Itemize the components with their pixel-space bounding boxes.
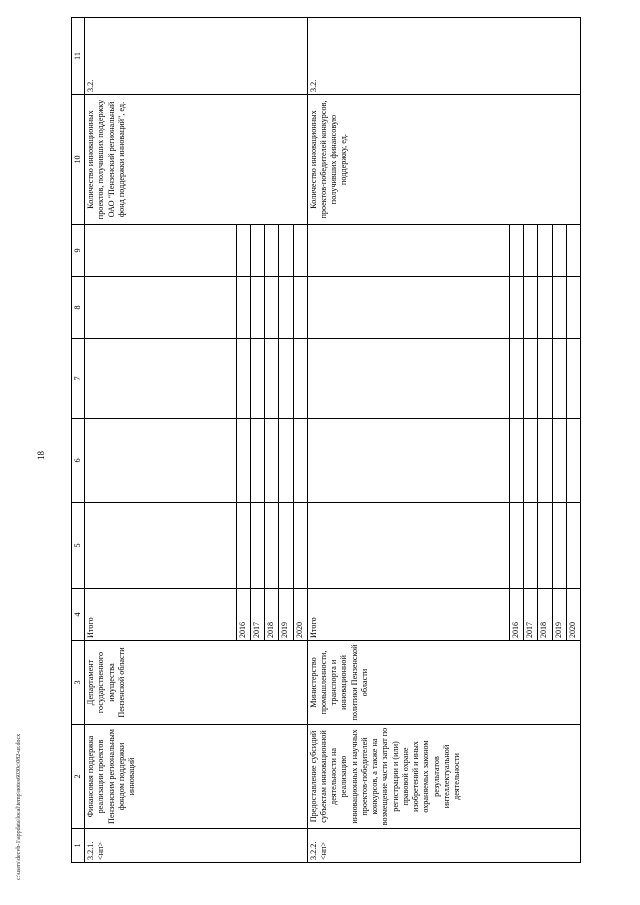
empty-cell bbox=[279, 225, 293, 277]
empty-cell bbox=[510, 503, 524, 589]
empty-cell bbox=[265, 225, 279, 277]
measure-tag: <нп> bbox=[96, 842, 106, 860]
empty-cell bbox=[293, 277, 307, 339]
empty-cell bbox=[293, 419, 307, 503]
empty-cell bbox=[566, 225, 580, 277]
empty-cell bbox=[307, 339, 509, 419]
empty-cell bbox=[293, 225, 307, 277]
total-label: Итого bbox=[85, 589, 237, 641]
empty-cell bbox=[566, 277, 580, 339]
indicator-text: Количество инновационных проектов, получивших поддержку ОАО "Пензенский региональный фонд поддержки инноваций", ед. bbox=[85, 95, 308, 225]
empty-cell bbox=[307, 419, 509, 503]
total-label: Итого bbox=[307, 589, 509, 641]
measure-executor: Министерство промышленности, транспорта и инновационной политики Пензенской области bbox=[307, 641, 580, 725]
empty-cell bbox=[538, 225, 552, 277]
col-header-9: 9 bbox=[72, 225, 85, 277]
table-row bbox=[85, 18, 237, 863]
year-cell: 2016 bbox=[510, 589, 524, 641]
empty-cell bbox=[524, 225, 538, 277]
empty-cell bbox=[85, 419, 237, 503]
file-path-footer: c:\users\decvb-1\appdata\local\temp\notes6030c\082-ur.docx bbox=[16, 733, 22, 880]
empty-cell bbox=[552, 339, 566, 419]
measure-number-cell bbox=[307, 829, 580, 863]
year-cell: 2019 bbox=[552, 589, 566, 641]
measure-number: 3.2.2. bbox=[308, 841, 318, 860]
column-number-row bbox=[72, 18, 85, 863]
empty-cell bbox=[279, 503, 293, 589]
year-cell: 2018 bbox=[538, 589, 552, 641]
col-header-11: 11 bbox=[72, 18, 85, 95]
measure-tag: <нп> bbox=[318, 842, 328, 860]
empty-cell bbox=[566, 419, 580, 503]
empty-cell bbox=[265, 277, 279, 339]
rotated-table-container bbox=[71, 18, 581, 863]
empty-cell bbox=[538, 503, 552, 589]
empty-cell bbox=[524, 419, 538, 503]
col-header-7: 7 bbox=[72, 339, 85, 419]
year-cell: 2019 bbox=[279, 589, 293, 641]
measure-number: 3.2.1. bbox=[86, 841, 96, 860]
year-cell: 2017 bbox=[251, 589, 265, 641]
empty-cell bbox=[566, 503, 580, 589]
empty-cell bbox=[307, 503, 509, 589]
col-header-2: 2 bbox=[72, 725, 85, 829]
empty-cell bbox=[293, 339, 307, 419]
year-cell: 2017 bbox=[524, 589, 538, 641]
empty-cell bbox=[85, 225, 237, 277]
empty-cell bbox=[279, 277, 293, 339]
empty-cell bbox=[552, 503, 566, 589]
empty-cell bbox=[538, 277, 552, 339]
empty-cell bbox=[279, 339, 293, 419]
empty-cell bbox=[293, 503, 307, 589]
empty-cell bbox=[510, 225, 524, 277]
empty-cell bbox=[279, 419, 293, 503]
empty-cell bbox=[307, 277, 509, 339]
col-header-5: 5 bbox=[72, 503, 85, 589]
empty-cell bbox=[538, 419, 552, 503]
empty-cell bbox=[566, 339, 580, 419]
empty-cell bbox=[524, 503, 538, 589]
empty-cell bbox=[251, 419, 265, 503]
page-number: 18 bbox=[36, 451, 46, 460]
measure-number-cell bbox=[85, 829, 308, 863]
col-header-8: 8 bbox=[72, 277, 85, 339]
empty-cell bbox=[251, 339, 265, 419]
empty-cell bbox=[552, 277, 566, 339]
empty-cell bbox=[524, 339, 538, 419]
empty-cell bbox=[307, 225, 509, 277]
measure-executor: Департамент государственного имущества Пензенской области bbox=[85, 641, 308, 725]
empty-cell bbox=[510, 277, 524, 339]
empty-cell bbox=[236, 277, 250, 339]
empty-cell bbox=[85, 503, 237, 589]
year-cell: 2020 bbox=[566, 589, 580, 641]
measure-name: Предоставление субсидий субъектам инновационной деятельности на реализацию инновационных и научных проектов-победителей конкурсов, а также на возмещение части затрат по регистрации и (или) правовой охране изобретений и иных охраняемых законом результатов интеллектуальной деятельности bbox=[307, 725, 580, 829]
empty-cell bbox=[236, 339, 250, 419]
indicator-link: 3.2. bbox=[85, 18, 308, 95]
empty-cell bbox=[85, 277, 237, 339]
empty-cell bbox=[236, 225, 250, 277]
col-header-4: 4 bbox=[72, 589, 85, 641]
year-cell: 2016 bbox=[236, 589, 250, 641]
program-measures-table bbox=[71, 17, 581, 863]
col-header-10: 10 bbox=[72, 95, 85, 225]
indicator-text: Количество инновационных проектов-победителей конкурсов, получивших финансовую поддержку, ед. bbox=[307, 95, 580, 225]
col-header-6: 6 bbox=[72, 419, 85, 503]
empty-cell bbox=[251, 225, 265, 277]
empty-cell bbox=[510, 419, 524, 503]
empty-cell bbox=[265, 503, 279, 589]
empty-cell bbox=[251, 277, 265, 339]
measure-name: Финансовая поддержка реализации проектов Пензенским региональным фондом поддержки инноваций bbox=[85, 725, 308, 829]
empty-cell bbox=[538, 339, 552, 419]
empty-cell bbox=[265, 419, 279, 503]
col-header-3: 3 bbox=[72, 641, 85, 725]
col-header-1: 1 bbox=[72, 829, 85, 863]
empty-cell bbox=[552, 225, 566, 277]
year-cell: 2020 bbox=[293, 589, 307, 641]
empty-cell bbox=[265, 339, 279, 419]
empty-cell bbox=[236, 419, 250, 503]
table-row bbox=[307, 18, 509, 863]
empty-cell bbox=[85, 339, 237, 419]
year-cell: 2018 bbox=[265, 589, 279, 641]
empty-cell bbox=[552, 419, 566, 503]
indicator-link: 3.2. bbox=[307, 18, 580, 95]
empty-cell bbox=[236, 503, 250, 589]
empty-cell bbox=[524, 277, 538, 339]
empty-cell bbox=[251, 503, 265, 589]
empty-cell bbox=[510, 339, 524, 419]
